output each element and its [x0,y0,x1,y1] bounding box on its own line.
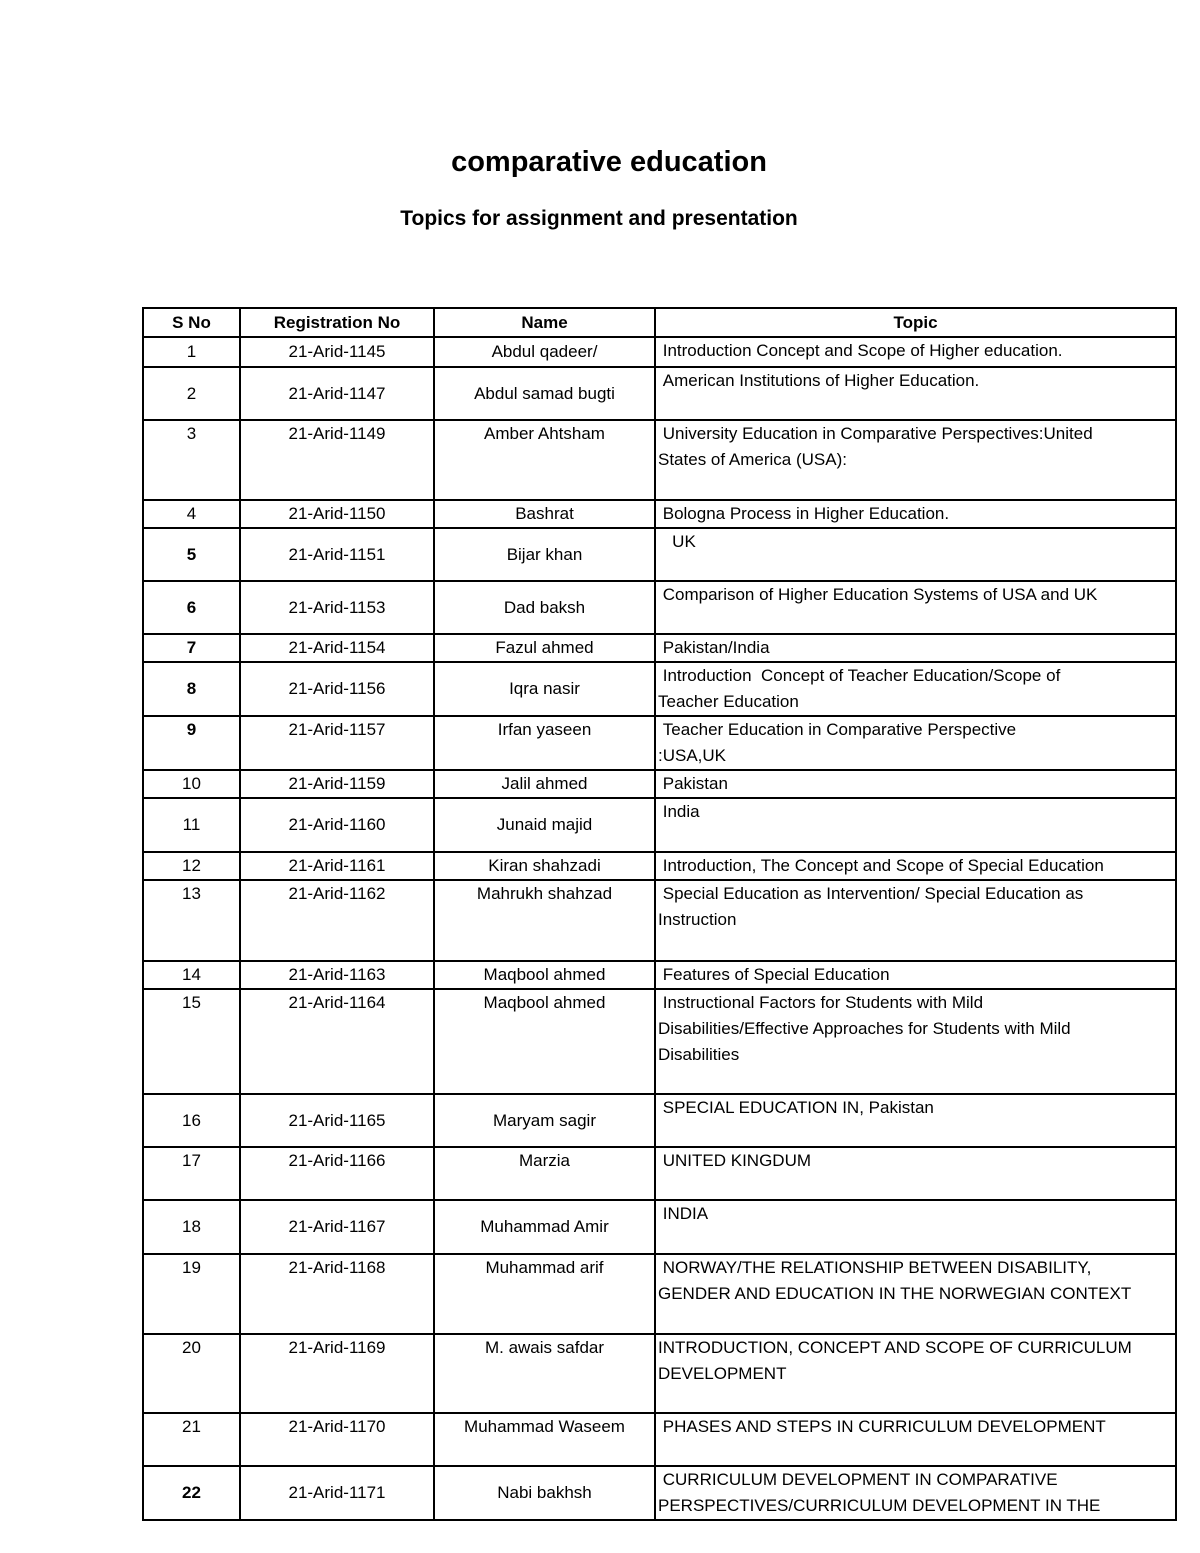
cell-registration-no: 21-Arid-1166 [240,1147,434,1200]
header-registration-no: Registration No [240,308,434,337]
table-header-row [143,308,1176,337]
cell-registration-no: 21-Arid-1151 [240,528,434,581]
cell-topic: SPECIAL EDUCATION IN, Pakistan [655,1094,1176,1147]
cell-sno: 17 [143,1147,240,1200]
cell-name: Iqra nasir [434,662,655,716]
cell-sno: 4 [143,500,240,528]
cell-topic: UNITED KINGDUM [655,1147,1176,1200]
cell-sno: 19 [143,1254,240,1334]
table-row [143,1147,1176,1200]
cell-sno: 9 [143,716,240,770]
cell-registration-no: 21-Arid-1170 [240,1413,434,1466]
cell-registration-no: 21-Arid-1159 [240,770,434,798]
cell-registration-no: 21-Arid-1153 [240,581,434,634]
cell-name: Muhammad Waseem [434,1413,655,1466]
document-title: comparative education [451,146,767,178]
cell-topic: Pakistan/India [655,634,1176,662]
cell-registration-no: 21-Arid-1147 [240,367,434,420]
cell-topic: Instructional Factors for Students with Mild Disabilities/Effective Approaches for Students with Mild Disabilities [655,989,1176,1094]
cell-registration-no: 21-Arid-1163 [240,961,434,989]
cell-topic: Special Education as Intervention/ Special Education as Instruction [655,880,1176,961]
cell-topic: PHASES AND STEPS IN CURRICULUM DEVELOPMENT [655,1413,1176,1466]
cell-registration-no: 21-Arid-1161 [240,852,434,880]
table-row [143,880,1176,961]
table-row [143,989,1176,1094]
cell-topic: CURRICULUM DEVELOPMENT IN COMPARATIVE PERSPECTIVES/CURRICULUM DEVELOPMENT IN THE [655,1466,1176,1520]
cell-topic: Comparison of Higher Education Systems of USA and UK [655,581,1176,634]
cell-name: Dad baksh [434,581,655,634]
cell-topic: UK [655,528,1176,581]
cell-sno: 12 [143,852,240,880]
cell-registration-no: 21-Arid-1162 [240,880,434,961]
cell-registration-no: 21-Arid-1160 [240,798,434,852]
cell-sno: 18 [143,1200,240,1254]
cell-registration-no: 21-Arid-1150 [240,500,434,528]
table-row [143,634,1176,662]
cell-sno: 13 [143,880,240,961]
cell-topic: American Institutions of Higher Education. [655,367,1176,420]
cell-name: Kiran shahzadi [434,852,655,880]
cell-registration-no: 21-Arid-1165 [240,1094,434,1147]
cell-topic: Introduction Concept and Scope of Higher education. [655,337,1176,367]
cell-sno: 20 [143,1334,240,1413]
document-subtitle: Topics for assignment and presentation [400,207,798,230]
cell-name: Fazul ahmed [434,634,655,662]
cell-sno: 16 [143,1094,240,1147]
cell-name: Maqbool ahmed [434,989,655,1094]
cell-registration-no: 21-Arid-1169 [240,1334,434,1413]
table-row [143,1254,1176,1334]
cell-topic: Features of Special Education [655,961,1176,989]
table-row [143,1466,1176,1520]
cell-name: Muhammad arif [434,1254,655,1334]
cell-name: Muhammad Amir [434,1200,655,1254]
header-sno: S No [143,308,240,337]
cell-name: Marzia [434,1147,655,1200]
table-row [143,420,1176,500]
cell-registration-no: 21-Arid-1154 [240,634,434,662]
cell-name: Junaid majid [434,798,655,852]
cell-name: Amber Ahtsham [434,420,655,500]
table-row [143,1200,1176,1254]
cell-name: M. awais safdar [434,1334,655,1413]
header-topic: Topic [655,308,1176,337]
cell-registration-no: 21-Arid-1145 [240,337,434,367]
cell-name: Abdul qadeer/ [434,337,655,367]
cell-sno: 22 [143,1466,240,1520]
table-row [143,716,1176,770]
table-row [143,852,1176,880]
cell-topic: INTRODUCTION, CONCEPT AND SCOPE OF CURRICULUM DEVELOPMENT [655,1334,1176,1413]
cell-topic: INDIA [655,1200,1176,1254]
table-row [143,961,1176,989]
cell-registration-no: 21-Arid-1157 [240,716,434,770]
cell-sno: 6 [143,581,240,634]
cell-topic: Teacher Education in Comparative Perspective :USA,UK [655,716,1176,770]
cell-sno: 8 [143,662,240,716]
cell-registration-no: 21-Arid-1164 [240,989,434,1094]
cell-topic: Pakistan [655,770,1176,798]
cell-topic: NORWAY/THE RELATIONSHIP BETWEEN DISABILITY, GENDER AND EDUCATION IN THE NORWEGIAN CONTEXT [655,1254,1176,1334]
cell-sno: 7 [143,634,240,662]
cell-name: Bijar khan [434,528,655,581]
cell-registration-no: 21-Arid-1167 [240,1200,434,1254]
cell-topic: University Education in Comparative Perspectives:United States of America (USA): [655,420,1176,500]
cell-name: Nabi bakhsh [434,1466,655,1520]
cell-topic: India [655,798,1176,852]
cell-topic: Bologna Process in Higher Education. [655,500,1176,528]
cell-name: Bashrat [434,500,655,528]
table-row [143,581,1176,634]
cell-registration-no: 21-Arid-1171 [240,1466,434,1520]
cell-name: Maryam sagir [434,1094,655,1147]
table-row [143,367,1176,420]
cell-sno: 5 [143,528,240,581]
cell-sno: 2 [143,367,240,420]
cell-sno: 21 [143,1413,240,1466]
cell-sno: 11 [143,798,240,852]
cell-registration-no: 21-Arid-1168 [240,1254,434,1334]
cell-sno: 15 [143,989,240,1094]
cell-registration-no: 21-Arid-1149 [240,420,434,500]
cell-topic: Introduction Concept of Teacher Education/Scope of Teacher Education [655,662,1176,716]
cell-registration-no: 21-Arid-1156 [240,662,434,716]
cell-topic: Introduction, The Concept and Scope of Special Education [655,852,1176,880]
table-row [143,337,1176,367]
table-row [143,1413,1176,1466]
cell-name: Abdul samad bugti [434,367,655,420]
cell-sno: 14 [143,961,240,989]
cell-sno: 1 [143,337,240,367]
cell-name: Maqbool ahmed [434,961,655,989]
assignment-table [142,307,1177,1521]
table-row [143,770,1176,798]
cell-name: Jalil ahmed [434,770,655,798]
table-row [143,500,1176,528]
cell-name: Mahrukh shahzad [434,880,655,961]
table-row [143,662,1176,716]
header-name: Name [434,308,655,337]
cell-sno: 10 [143,770,240,798]
cell-sno: 3 [143,420,240,500]
cell-name: Irfan yaseen [434,716,655,770]
table-row [143,528,1176,581]
table-row [143,1094,1176,1147]
table-row [143,1334,1176,1413]
table-row [143,798,1176,852]
